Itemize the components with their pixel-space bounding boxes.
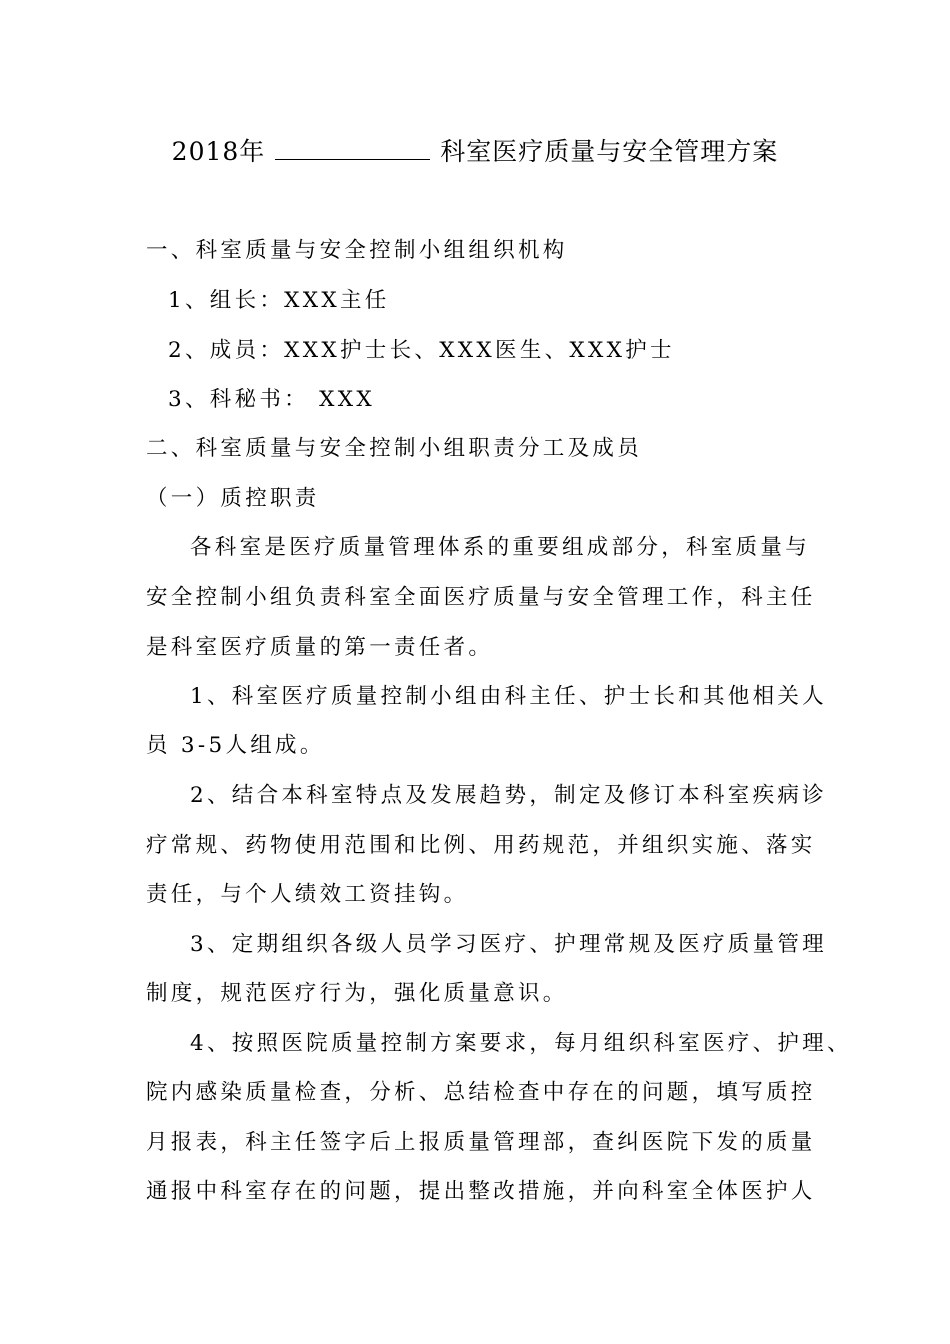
document-title [0, 132, 950, 172]
section-heading-2: 二、科室质量与安全控制小组职责分工及成员 [146, 436, 643, 461]
paragraph-line: 安全控制小组负责科室全面医疗质量与安全管理工作，科主任 [146, 585, 816, 610]
paragraph-line: 是科室医疗质量的第一责任者。 [146, 635, 494, 660]
list-item: 2、成员：XXX护士长、XXX医生、XXX护士 [168, 338, 675, 363]
list-item: 1、组长：XXX主任 [168, 288, 390, 313]
paragraph-line: 月报表，科主任签字后上报质量管理部，查纠医院下发的质量 [146, 1130, 816, 1155]
title-blank-underline [275, 139, 430, 160]
paragraph-line: 通报中科室存在的问题，提出整改措施，并向科室全体医护人 [146, 1179, 816, 1204]
paragraph-line: 院内感染质量检查，分析、总结检查中存在的问题，填写质控 [146, 1080, 816, 1105]
paragraph-line: 制度，规范医疗行为，强化质量意识。 [146, 981, 568, 1006]
list-item: 3、科秘书： XXX [168, 387, 375, 412]
paragraph-line: 责任，与个人绩效工资挂钩。 [146, 882, 469, 907]
title-year: 2018年 [171, 137, 266, 166]
paragraph-line: 疗常规、药物使用范围和比例、用药规范，并组织实施、落实 [146, 833, 816, 858]
title-text: 科室医疗质量与安全管理方案 [440, 137, 779, 166]
paragraph-line: 2、结合本科室特点及发展趋势，制定及修订本科室疾病诊 [190, 783, 827, 808]
paragraph-line: 3、定期组织各级人员学习医疗、护理常规及医疗质量管理 [190, 932, 827, 957]
paragraph-line: 员 3-5人组成。 [146, 733, 325, 758]
paragraph-line: 各科室是医疗质量管理体系的重要组成部分，科室质量与 [190, 535, 811, 560]
paragraph-line: 4、按照医院质量控制方案要求，每月组织科室医疗、护理、 [190, 1031, 852, 1056]
paragraph-line: 1、科室医疗质量控制小组由科主任、护士长和其他相关人 [190, 684, 827, 709]
section-heading-1: 一、科室质量与安全控制小组组织机构 [146, 238, 568, 263]
subsection-heading: （一）质控职责 [146, 486, 320, 511]
